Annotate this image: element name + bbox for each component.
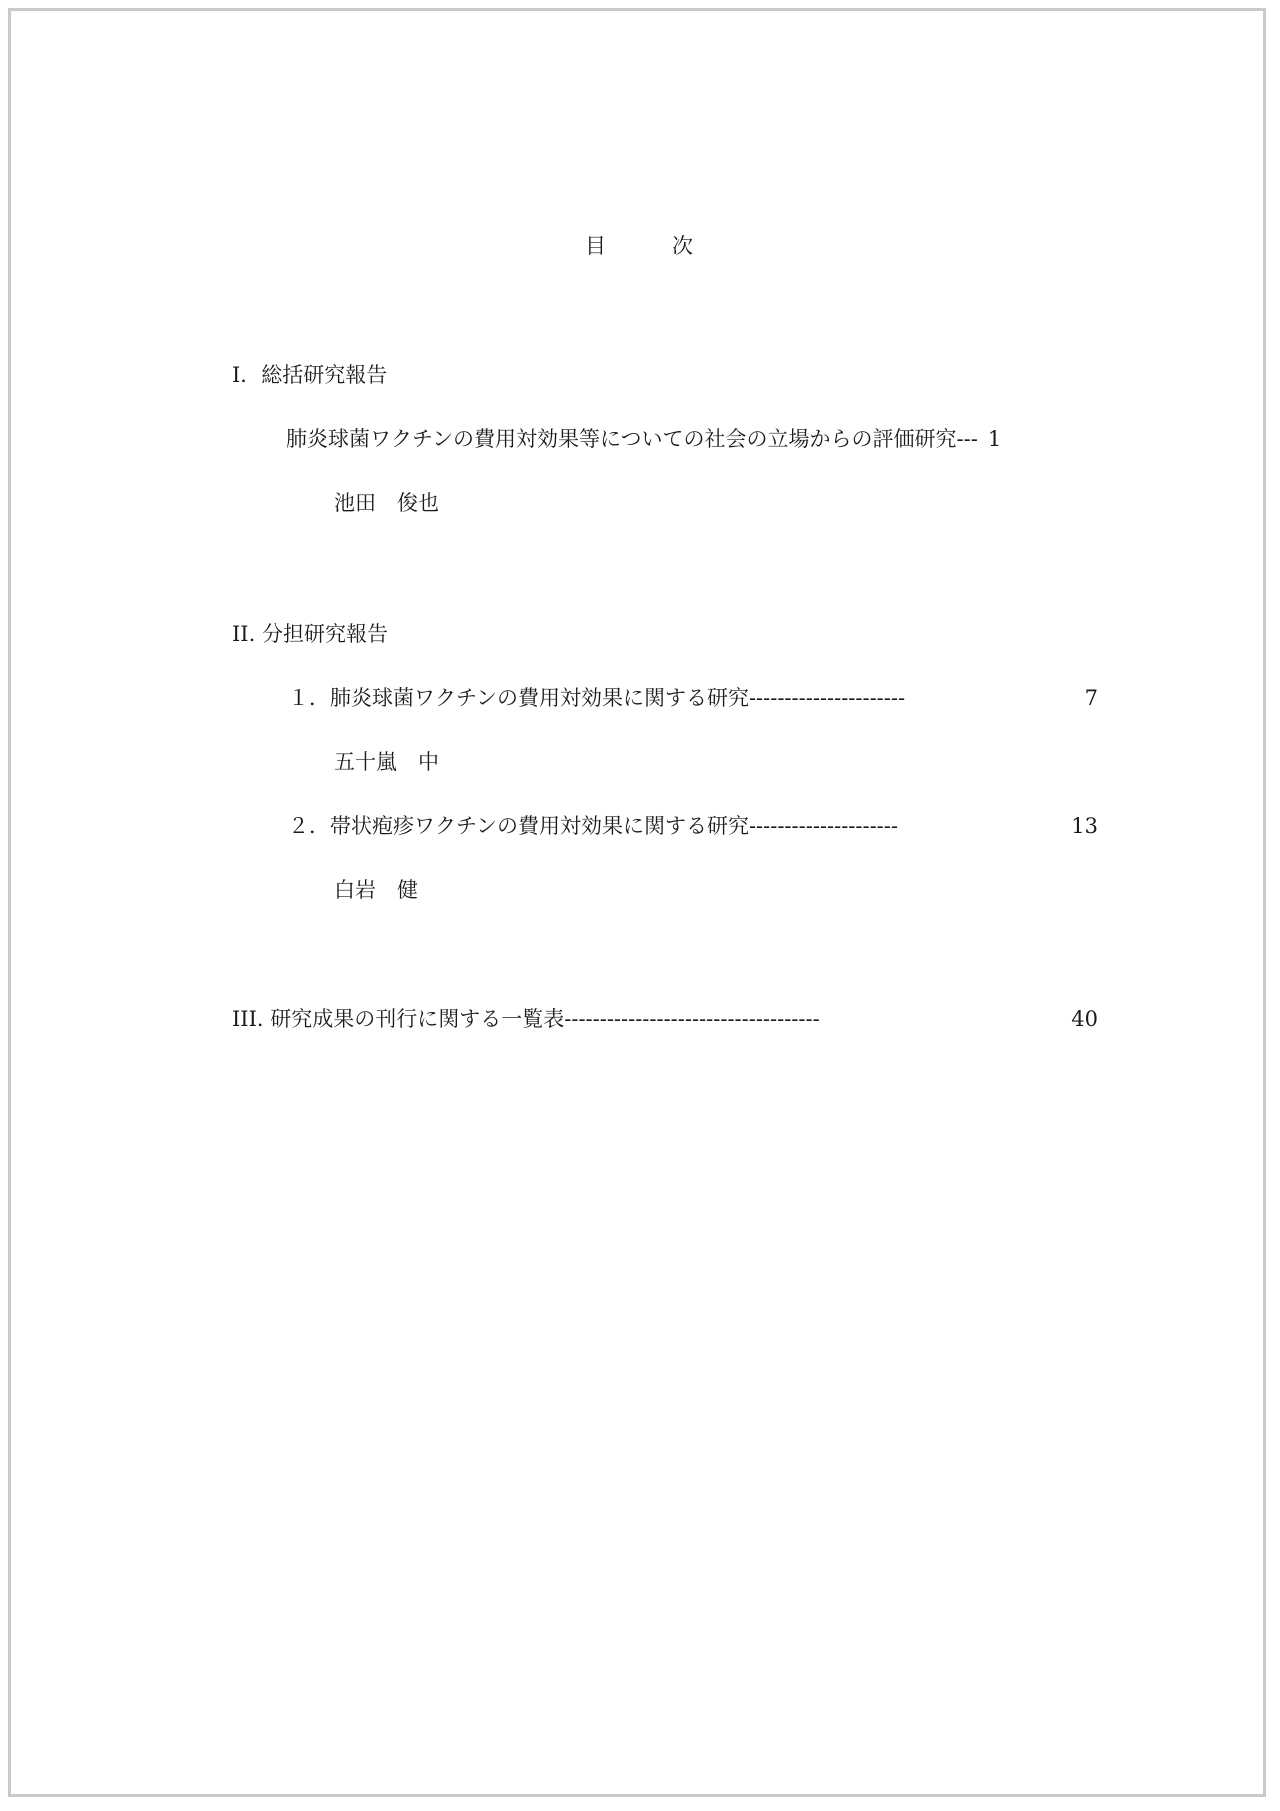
page-border — [8, 8, 1266, 1797]
dot-leader: ------------------------------------ — [564, 1007, 820, 1031]
entry-author: 白岩 健 — [334, 878, 418, 902]
toc-title — [0, 230, 1280, 260]
toc-entry[interactable] — [232, 1004, 1098, 1034]
toc-entry[interactable] — [288, 811, 1098, 841]
page-number: 7 — [1084, 686, 1098, 710]
page-number: 1 — [987, 427, 1002, 451]
section-3-heading: III. 研究成果の刊行に関する一覧表 — [232, 1007, 565, 1031]
toc-entry[interactable] — [288, 683, 1098, 713]
dot-leader: --- — [956, 427, 978, 451]
entry-number: ２． — [288, 814, 330, 838]
entry-author: 池田 俊也 — [334, 491, 439, 515]
page-number: 13 — [1071, 814, 1098, 838]
section-2-heading: II. 分担研究報告 — [232, 622, 388, 646]
section-1-heading: Ⅰ．総括研究報告 — [232, 363, 388, 387]
toc-title-left: 目 — [585, 234, 608, 258]
entry-title: 肺炎球菌ワクチンの費用対効果に関する研究 — [330, 686, 749, 710]
page-number: 40 — [1071, 1007, 1098, 1031]
toc-title-right: 次 — [672, 234, 695, 258]
dot-leader: ---------------------- — [748, 686, 906, 710]
entry-number: １． — [288, 686, 330, 710]
dot-leader: --------------------- — [748, 814, 898, 838]
entry-author: 五十嵐 中 — [334, 750, 439, 774]
entry-title: 帯状疱疹ワクチンの費用対効果に関する研究 — [330, 814, 749, 838]
toc-entry[interactable] — [286, 424, 1098, 454]
entry-title: 肺炎球菌ワクチンの費用対効果等についての社会の立場からの評価研究 — [286, 427, 957, 451]
